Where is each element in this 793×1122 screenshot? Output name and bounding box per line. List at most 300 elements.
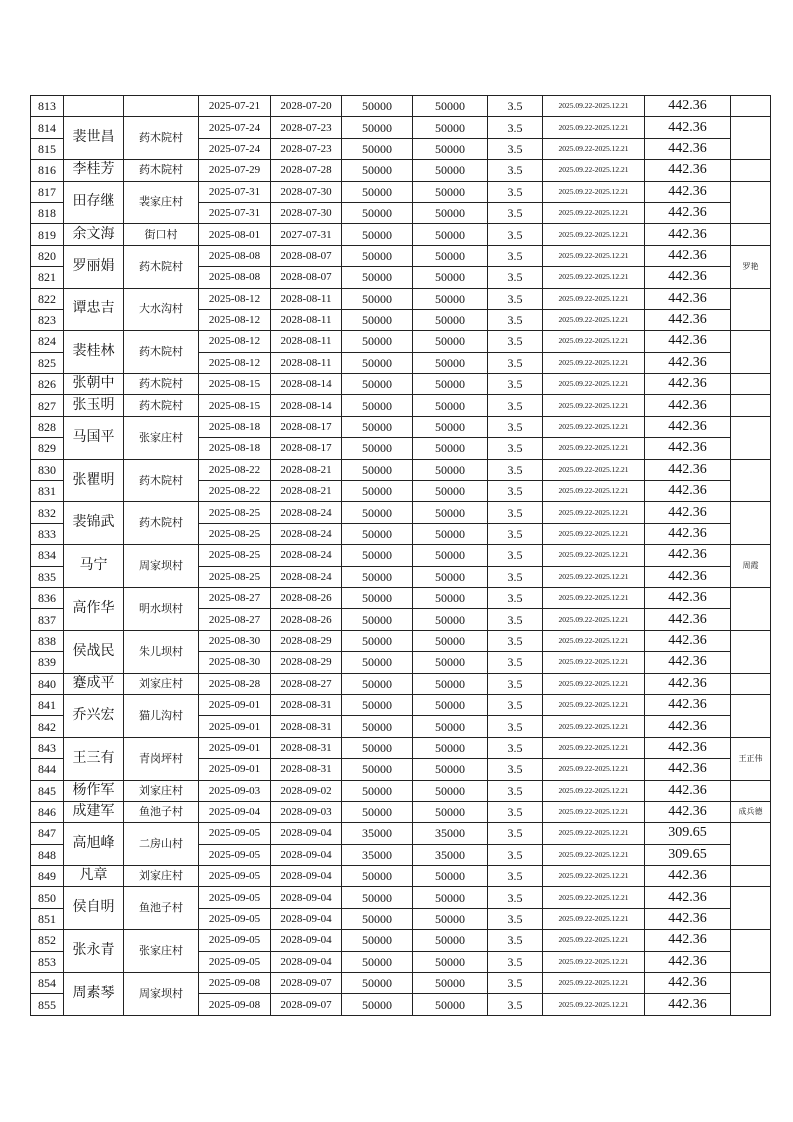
loan-balance: 50000 xyxy=(413,160,488,181)
loan-amount: 50000 xyxy=(342,395,413,416)
remark xyxy=(731,587,771,630)
interest-period: 2025.09.22-2025.12.21 xyxy=(543,994,645,1015)
loan-balance: 50000 xyxy=(413,438,488,459)
interest-period: 2025.09.22-2025.12.21 xyxy=(543,288,645,309)
start-date: 2025-08-25 xyxy=(199,523,271,544)
interest-rate: 3.5 xyxy=(488,609,543,630)
row-number: 845 xyxy=(31,780,64,801)
start-date: 2025-08-18 xyxy=(199,416,271,437)
village-name: 张家庄村 xyxy=(124,416,199,459)
loan-amount: 50000 xyxy=(342,973,413,994)
interest-period: 2025.09.22-2025.12.21 xyxy=(543,181,645,202)
table-row xyxy=(31,801,771,822)
remark xyxy=(731,181,771,224)
village-name: 明水坝村 xyxy=(124,587,199,630)
start-date: 2025-08-22 xyxy=(199,481,271,502)
remark: 王正伟 xyxy=(731,737,771,780)
village-name: 药木院村 xyxy=(124,245,199,288)
interest-amount: 442.36 xyxy=(645,288,731,309)
row-number: 836 xyxy=(31,587,64,608)
interest-period: 2025.09.22-2025.12.21 xyxy=(543,759,645,780)
loan-amount: 50000 xyxy=(342,694,413,715)
interest-amount: 442.36 xyxy=(645,416,731,437)
loan-amount: 50000 xyxy=(342,374,413,395)
interest-rate: 3.5 xyxy=(488,245,543,266)
borrower-name: 田存继 xyxy=(64,181,124,224)
row-number: 854 xyxy=(31,973,64,994)
loan-balance: 50000 xyxy=(413,930,488,951)
start-date: 2025-09-05 xyxy=(199,930,271,951)
table-row xyxy=(31,780,771,801)
end-date: 2028-09-04 xyxy=(271,951,342,972)
end-date: 2028-08-17 xyxy=(271,416,342,437)
borrower-name: 裴桂林 xyxy=(64,331,124,374)
row-number: 827 xyxy=(31,395,64,416)
borrower-name: 乔兴宏 xyxy=(64,694,124,737)
interest-rate: 3.5 xyxy=(488,973,543,994)
interest-period: 2025.09.22-2025.12.21 xyxy=(543,352,645,373)
loan-amount: 50000 xyxy=(342,566,413,587)
village-name: 周家坝村 xyxy=(124,545,199,588)
start-date: 2025-08-12 xyxy=(199,288,271,309)
village-name: 刘家庄村 xyxy=(124,866,199,887)
table-row xyxy=(31,737,771,758)
start-date: 2025-07-24 xyxy=(199,117,271,138)
end-date: 2028-08-11 xyxy=(271,288,342,309)
table-row xyxy=(31,973,771,994)
interest-amount: 442.36 xyxy=(645,801,731,822)
loan-balance: 50000 xyxy=(413,352,488,373)
row-number: 815 xyxy=(31,138,64,159)
loan-balance: 50000 xyxy=(413,288,488,309)
borrower-name: 裴世昌 xyxy=(64,117,124,160)
row-number: 848 xyxy=(31,844,64,865)
interest-period: 2025.09.22-2025.12.21 xyxy=(543,887,645,908)
table-row xyxy=(31,416,771,437)
row-number: 826 xyxy=(31,374,64,395)
remark xyxy=(731,395,771,416)
interest-period: 2025.09.22-2025.12.21 xyxy=(543,844,645,865)
borrower-name: 侯战民 xyxy=(64,630,124,673)
end-date: 2028-08-14 xyxy=(271,395,342,416)
loan-amount: 50000 xyxy=(342,673,413,694)
end-date: 2028-08-14 xyxy=(271,374,342,395)
village-name: 猫儿沟村 xyxy=(124,694,199,737)
row-number: 825 xyxy=(31,352,64,373)
table-row xyxy=(31,245,771,266)
end-date: 2028-08-26 xyxy=(271,609,342,630)
borrower-name: 凡章 xyxy=(64,866,124,887)
interest-period: 2025.09.22-2025.12.21 xyxy=(543,309,645,330)
loan-balance: 50000 xyxy=(413,908,488,929)
end-date: 2028-08-29 xyxy=(271,630,342,651)
remark xyxy=(731,331,771,374)
interest-period: 2025.09.22-2025.12.21 xyxy=(543,609,645,630)
interest-period: 2025.09.22-2025.12.21 xyxy=(543,374,645,395)
end-date: 2028-08-21 xyxy=(271,459,342,480)
interest-amount: 442.36 xyxy=(645,994,731,1015)
loan-balance: 50000 xyxy=(413,138,488,159)
interest-period: 2025.09.22-2025.12.21 xyxy=(543,780,645,801)
interest-rate: 3.5 xyxy=(488,630,543,651)
table-row xyxy=(31,96,771,117)
loan-amount: 50000 xyxy=(342,267,413,288)
start-date: 2025-08-18 xyxy=(199,438,271,459)
borrower-name: 成建军 xyxy=(64,801,124,822)
interest-rate: 3.5 xyxy=(488,844,543,865)
village-name: 街口村 xyxy=(124,224,199,245)
interest-amount: 442.36 xyxy=(645,331,731,352)
interest-amount: 442.36 xyxy=(645,309,731,330)
interest-amount: 442.36 xyxy=(645,523,731,544)
start-date: 2025-09-05 xyxy=(199,951,271,972)
loan-amount: 50000 xyxy=(342,202,413,223)
loan-amount: 50000 xyxy=(342,716,413,737)
table-row xyxy=(31,887,771,908)
start-date: 2025-08-15 xyxy=(199,395,271,416)
start-date: 2025-08-25 xyxy=(199,545,271,566)
interest-amount: 442.36 xyxy=(645,737,731,758)
start-date: 2025-09-01 xyxy=(199,759,271,780)
interest-rate: 3.5 xyxy=(488,331,543,352)
interest-amount: 442.36 xyxy=(645,481,731,502)
start-date: 2025-09-05 xyxy=(199,866,271,887)
row-number: 838 xyxy=(31,630,64,651)
row-number: 846 xyxy=(31,801,64,822)
interest-rate: 3.5 xyxy=(488,545,543,566)
interest-period: 2025.09.22-2025.12.21 xyxy=(543,202,645,223)
table-row xyxy=(31,117,771,138)
loan-balance: 50000 xyxy=(413,887,488,908)
village-name: 二房山村 xyxy=(124,823,199,866)
end-date: 2028-08-24 xyxy=(271,502,342,523)
row-number: 840 xyxy=(31,673,64,694)
start-date: 2025-08-08 xyxy=(199,245,271,266)
interest-rate: 3.5 xyxy=(488,694,543,715)
start-date: 2025-09-01 xyxy=(199,737,271,758)
start-date: 2025-09-08 xyxy=(199,994,271,1015)
end-date: 2028-08-21 xyxy=(271,481,342,502)
borrower-name: 侯自明 xyxy=(64,887,124,930)
borrower-name: 余文海 xyxy=(64,224,124,245)
row-number: 829 xyxy=(31,438,64,459)
table-row xyxy=(31,823,771,844)
interest-period: 2025.09.22-2025.12.21 xyxy=(543,96,645,117)
row-number: 828 xyxy=(31,416,64,437)
borrower-name: 罗丽娟 xyxy=(64,245,124,288)
interest-amount: 442.36 xyxy=(645,587,731,608)
village-name: 药木院村 xyxy=(124,160,199,181)
remark xyxy=(731,374,771,395)
interest-amount: 442.36 xyxy=(645,673,731,694)
row-number: 841 xyxy=(31,694,64,715)
interest-rate: 3.5 xyxy=(488,502,543,523)
start-date: 2025-08-12 xyxy=(199,309,271,330)
remark xyxy=(731,416,771,459)
loan-amount: 50000 xyxy=(342,630,413,651)
end-date: 2028-09-04 xyxy=(271,823,342,844)
end-date: 2028-08-26 xyxy=(271,587,342,608)
end-date: 2028-09-03 xyxy=(271,801,342,822)
table-row xyxy=(31,160,771,181)
interest-rate: 3.5 xyxy=(488,267,543,288)
end-date: 2028-08-24 xyxy=(271,523,342,544)
row-number: 843 xyxy=(31,737,64,758)
interest-rate: 3.5 xyxy=(488,309,543,330)
table-row xyxy=(31,930,771,951)
end-date: 2028-08-29 xyxy=(271,652,342,673)
interest-amount: 442.36 xyxy=(645,202,731,223)
interest-amount: 442.36 xyxy=(645,566,731,587)
loan-balance: 50000 xyxy=(413,737,488,758)
row-number: 821 xyxy=(31,267,64,288)
loan-amount: 35000 xyxy=(342,844,413,865)
start-date: 2025-08-01 xyxy=(199,224,271,245)
end-date: 2028-07-28 xyxy=(271,160,342,181)
interest-period: 2025.09.22-2025.12.21 xyxy=(543,673,645,694)
interest-amount: 442.36 xyxy=(645,887,731,908)
interest-rate: 3.5 xyxy=(488,566,543,587)
interest-period: 2025.09.22-2025.12.21 xyxy=(543,866,645,887)
start-date: 2025-08-25 xyxy=(199,502,271,523)
row-number: 853 xyxy=(31,951,64,972)
remark xyxy=(731,823,771,866)
row-number: 834 xyxy=(31,545,64,566)
start-date: 2025-09-01 xyxy=(199,694,271,715)
interest-amount: 309.65 xyxy=(645,844,731,865)
interest-amount: 442.36 xyxy=(645,780,731,801)
end-date: 2028-07-30 xyxy=(271,202,342,223)
loan-balance: 50000 xyxy=(413,866,488,887)
start-date: 2025-09-01 xyxy=(199,716,271,737)
village-name: 药木院村 xyxy=(124,395,199,416)
table-row xyxy=(31,545,771,566)
interest-period: 2025.09.22-2025.12.21 xyxy=(543,566,645,587)
row-number: 833 xyxy=(31,523,64,544)
interest-period: 2025.09.22-2025.12.21 xyxy=(543,587,645,608)
end-date: 2028-08-11 xyxy=(271,309,342,330)
row-number: 835 xyxy=(31,566,64,587)
borrower-name: 张永青 xyxy=(64,930,124,973)
start-date: 2025-07-21 xyxy=(199,96,271,117)
loan-amount: 50000 xyxy=(342,331,413,352)
interest-rate: 3.5 xyxy=(488,160,543,181)
start-date: 2025-09-05 xyxy=(199,823,271,844)
start-date: 2025-09-03 xyxy=(199,780,271,801)
interest-period: 2025.09.22-2025.12.21 xyxy=(543,630,645,651)
loan-balance: 50000 xyxy=(413,331,488,352)
start-date: 2025-09-05 xyxy=(199,887,271,908)
loan-balance: 50000 xyxy=(413,694,488,715)
loan-amount: 50000 xyxy=(342,502,413,523)
loan-balance: 35000 xyxy=(413,823,488,844)
interest-period: 2025.09.22-2025.12.21 xyxy=(543,694,645,715)
table-row xyxy=(31,502,771,523)
remark: 周霞 xyxy=(731,545,771,588)
table-row xyxy=(31,673,771,694)
table-row xyxy=(31,395,771,416)
end-date: 2028-08-27 xyxy=(271,673,342,694)
row-number: 837 xyxy=(31,609,64,630)
interest-amount: 442.36 xyxy=(645,951,731,972)
table-row xyxy=(31,694,771,715)
end-date: 2028-09-04 xyxy=(271,866,342,887)
row-number: 816 xyxy=(31,160,64,181)
remark xyxy=(731,866,771,887)
interest-rate: 3.5 xyxy=(488,352,543,373)
loan-amount: 50000 xyxy=(342,138,413,159)
interest-period: 2025.09.22-2025.12.21 xyxy=(543,438,645,459)
table-row xyxy=(31,630,771,651)
row-number: 832 xyxy=(31,502,64,523)
borrower-name: 杨作军 xyxy=(64,780,124,801)
row-number: 817 xyxy=(31,181,64,202)
interest-rate: 3.5 xyxy=(488,181,543,202)
borrower-name: 马宁 xyxy=(64,545,124,588)
end-date: 2028-09-02 xyxy=(271,780,342,801)
end-date: 2028-08-17 xyxy=(271,438,342,459)
interest-period: 2025.09.22-2025.12.21 xyxy=(543,459,645,480)
row-number: 842 xyxy=(31,716,64,737)
table-row xyxy=(31,459,771,480)
row-number: 830 xyxy=(31,459,64,480)
interest-rate: 3.5 xyxy=(488,374,543,395)
loan-amount: 50000 xyxy=(342,737,413,758)
interest-amount: 442.36 xyxy=(645,908,731,929)
interest-amount: 442.36 xyxy=(645,973,731,994)
remark: 罗艳 xyxy=(731,245,771,288)
interest-rate: 3.5 xyxy=(488,908,543,929)
borrower-name: 周素琴 xyxy=(64,973,124,1016)
row-number: 851 xyxy=(31,908,64,929)
loan-balance: 50000 xyxy=(413,502,488,523)
table-row xyxy=(31,288,771,309)
row-number: 814 xyxy=(31,117,64,138)
village-name: 朱儿坝村 xyxy=(124,630,199,673)
loan-balance: 50000 xyxy=(413,395,488,416)
table-row xyxy=(31,374,771,395)
interest-period: 2025.09.22-2025.12.21 xyxy=(543,416,645,437)
start-date: 2025-09-05 xyxy=(199,844,271,865)
end-date: 2028-09-07 xyxy=(271,973,342,994)
end-date: 2028-09-04 xyxy=(271,908,342,929)
loan-balance: 50000 xyxy=(413,374,488,395)
row-number: 813 xyxy=(31,96,64,117)
row-number: 850 xyxy=(31,887,64,908)
borrower-name: 谭忠吉 xyxy=(64,288,124,331)
loan-amount: 50000 xyxy=(342,352,413,373)
loan-balance: 50000 xyxy=(413,481,488,502)
interest-amount: 442.36 xyxy=(645,245,731,266)
interest-amount: 442.36 xyxy=(645,866,731,887)
village-name xyxy=(124,96,199,117)
row-number: 819 xyxy=(31,224,64,245)
loan-amount: 50000 xyxy=(342,759,413,780)
end-date: 2028-07-20 xyxy=(271,96,342,117)
interest-rate: 3.5 xyxy=(488,395,543,416)
loan-balance: 50000 xyxy=(413,267,488,288)
start-date: 2025-09-04 xyxy=(199,801,271,822)
interest-rate: 3.5 xyxy=(488,117,543,138)
village-name: 张家庄村 xyxy=(124,930,199,973)
interest-period: 2025.09.22-2025.12.21 xyxy=(543,930,645,951)
interest-amount: 442.36 xyxy=(645,224,731,245)
row-number: 822 xyxy=(31,288,64,309)
loan-balance: 50000 xyxy=(413,545,488,566)
start-date: 2025-09-05 xyxy=(199,908,271,929)
row-number: 818 xyxy=(31,202,64,223)
loan-balance: 50000 xyxy=(413,587,488,608)
interest-amount: 442.36 xyxy=(645,138,731,159)
start-date: 2025-08-30 xyxy=(199,652,271,673)
village-name: 药木院村 xyxy=(124,374,199,395)
end-date: 2028-09-04 xyxy=(271,930,342,951)
interest-rate: 3.5 xyxy=(488,801,543,822)
interest-amount: 442.36 xyxy=(645,352,731,373)
row-number: 839 xyxy=(31,652,64,673)
remark xyxy=(731,96,771,117)
village-name: 刘家庄村 xyxy=(124,673,199,694)
interest-amount: 442.36 xyxy=(645,438,731,459)
interest-rate: 3.5 xyxy=(488,737,543,758)
interest-period: 2025.09.22-2025.12.21 xyxy=(543,908,645,929)
interest-period: 2025.09.22-2025.12.21 xyxy=(543,652,645,673)
interest-period: 2025.09.22-2025.12.21 xyxy=(543,138,645,159)
interest-amount: 442.36 xyxy=(645,395,731,416)
interest-period: 2025.09.22-2025.12.21 xyxy=(543,951,645,972)
interest-amount: 442.36 xyxy=(645,181,731,202)
remark xyxy=(731,930,771,973)
remark xyxy=(731,117,771,160)
loan-amount: 50000 xyxy=(342,438,413,459)
borrower-name: 王三有 xyxy=(64,737,124,780)
loan-balance: 50000 xyxy=(413,416,488,437)
loan-balance: 50000 xyxy=(413,652,488,673)
loan-balance: 50000 xyxy=(413,951,488,972)
end-date: 2028-07-23 xyxy=(271,138,342,159)
interest-rate: 3.5 xyxy=(488,523,543,544)
interest-rate: 3.5 xyxy=(488,673,543,694)
loan-balance: 50000 xyxy=(413,716,488,737)
end-date: 2028-08-07 xyxy=(271,267,342,288)
loan-balance: 50000 xyxy=(413,673,488,694)
loan-balance: 50000 xyxy=(413,117,488,138)
interest-amount: 442.36 xyxy=(645,502,731,523)
table-row xyxy=(31,224,771,245)
interest-rate: 3.5 xyxy=(488,823,543,844)
interest-amount: 442.36 xyxy=(645,694,731,715)
interest-amount: 442.36 xyxy=(645,716,731,737)
end-date: 2028-09-04 xyxy=(271,887,342,908)
interest-rate: 3.5 xyxy=(488,481,543,502)
interest-period: 2025.09.22-2025.12.21 xyxy=(543,160,645,181)
loan-amount: 50000 xyxy=(342,866,413,887)
interest-amount: 442.36 xyxy=(645,96,731,117)
loan-balance: 50000 xyxy=(413,459,488,480)
end-date: 2027-07-31 xyxy=(271,224,342,245)
row-number: 831 xyxy=(31,481,64,502)
village-name: 大水沟村 xyxy=(124,288,199,331)
village-name: 周家坝村 xyxy=(124,973,199,1016)
interest-period: 2025.09.22-2025.12.21 xyxy=(543,523,645,544)
borrower-name: 李桂芳 xyxy=(64,160,124,181)
interest-rate: 3.5 xyxy=(488,866,543,887)
loan-amount: 50000 xyxy=(342,288,413,309)
row-number: 820 xyxy=(31,245,64,266)
village-name: 药木院村 xyxy=(124,331,199,374)
interest-rate: 3.5 xyxy=(488,652,543,673)
loan-amount: 50000 xyxy=(342,545,413,566)
